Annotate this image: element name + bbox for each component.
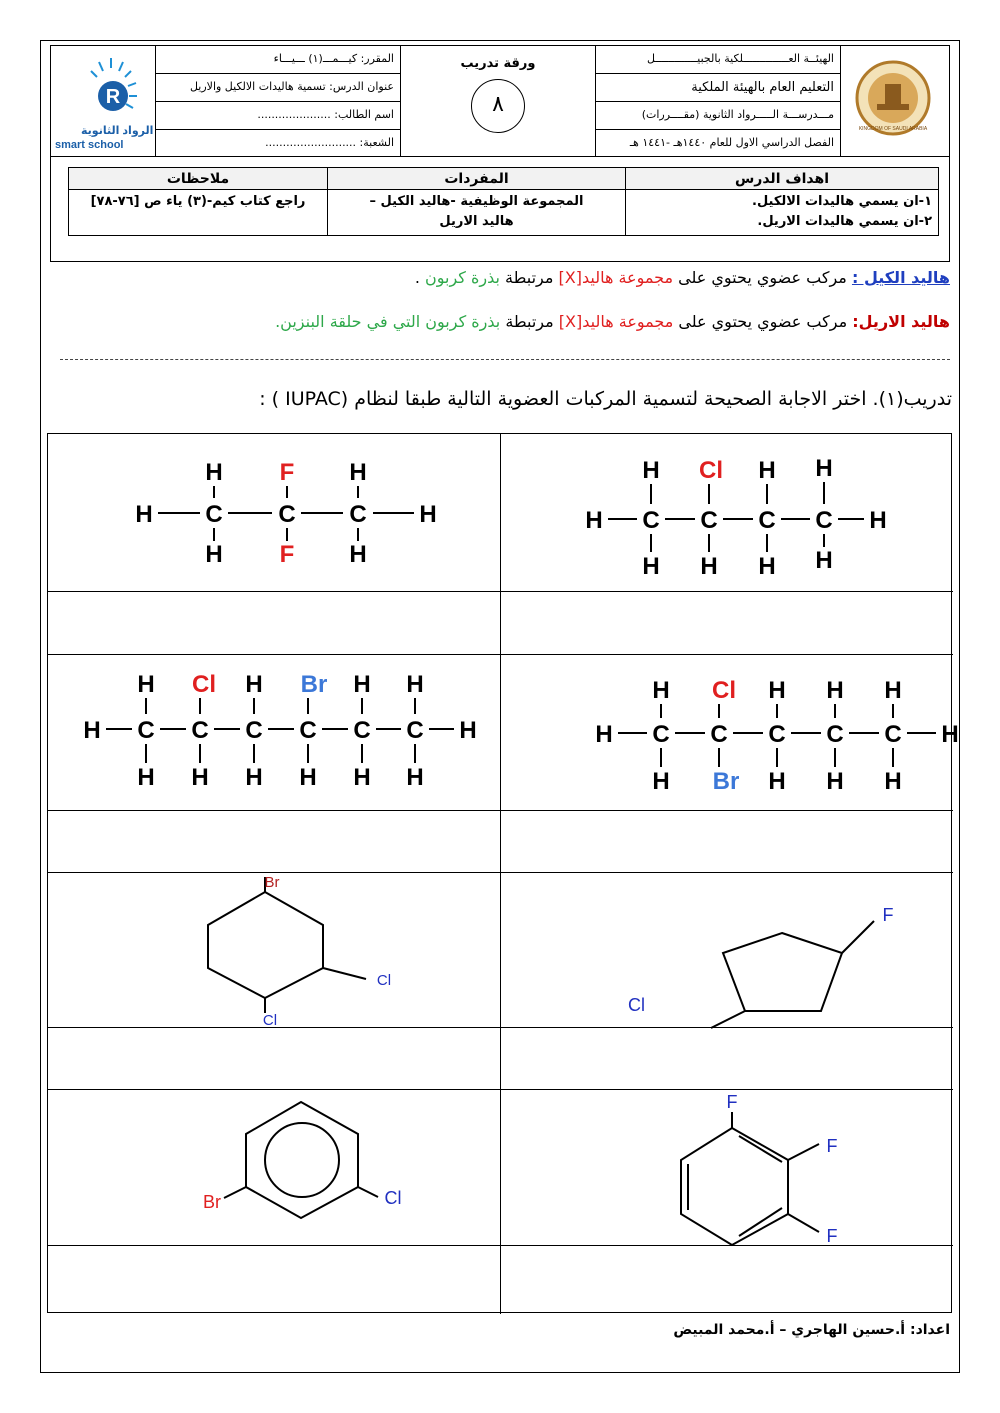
atom-label: H — [137, 764, 155, 791]
school-name: مـــدرســـة الـــــرواد الثانوية (مقــــررات) — [596, 102, 840, 130]
atom-label: C — [642, 507, 660, 534]
atom-label: H — [406, 764, 424, 791]
def-text: . — [414, 268, 425, 287]
structures-grid — [47, 433, 959, 1313]
atom-label: Cl — [628, 995, 645, 1015]
atom-label: H — [815, 547, 833, 574]
atom-label: H — [768, 677, 786, 704]
logo-letter: R — [105, 86, 121, 108]
atom-label: C — [768, 721, 786, 748]
atom-label: H — [884, 768, 902, 795]
atom-label: H — [419, 501, 437, 528]
atom-label: C — [826, 721, 844, 748]
atom-label: C — [406, 717, 424, 744]
atom-label: H — [815, 455, 833, 482]
atom-label: H — [245, 764, 263, 791]
atom-label: H — [652, 768, 670, 795]
atom-label: C — [652, 721, 670, 748]
atom-label: H — [299, 764, 317, 791]
atom-label: H — [652, 677, 670, 704]
worksheet-title: ورقة تدريب — [460, 56, 536, 71]
atom-label: F — [882, 905, 894, 925]
vocab-line: المجموعة الوظيفية -هاليد الكيل – — [369, 194, 584, 209]
aryl-halide-term: هاليد الاريل: — [852, 312, 950, 331]
atom-label: H — [137, 671, 155, 698]
atom-label: H — [941, 721, 959, 748]
credits-footer: اعداد: أ.حسين الهاجري – أ.محمد المبيض — [673, 1322, 950, 1338]
atom-label: C — [191, 717, 209, 744]
structure-bromochlorobenzene — [48, 1090, 500, 1245]
structure-bromochloropentane — [501, 655, 959, 810]
atom-label: C — [205, 501, 223, 528]
goals-header: اهداف الدرس — [626, 168, 939, 190]
atom-label: H — [768, 768, 786, 795]
objectives-table — [68, 167, 939, 236]
answer-cell[interactable] — [48, 1028, 500, 1089]
atom-label: H — [758, 553, 776, 580]
objectives-box — [50, 157, 950, 262]
atom-label: Cl — [384, 1188, 402, 1208]
commission-name: الهيئــة العــــــــــــــلكية بالجبيـــــــــــــل — [596, 46, 840, 74]
alkyl-halide-term: هاليد الكيل : — [851, 268, 950, 287]
def-text: مركب عضوي يحتوي على — [673, 312, 853, 331]
section-field[interactable]: الشعبة: .......................... — [265, 136, 394, 149]
atom-label: C — [884, 721, 902, 748]
def-text: مركب عضوي يحتوي على — [673, 268, 852, 287]
vocab-cell — [328, 190, 626, 236]
separator — [60, 359, 950, 360]
atom-label: C — [278, 501, 296, 528]
atom-label: Br — [264, 874, 280, 891]
structure-chlorobutane — [501, 434, 953, 591]
atom-label: H — [135, 501, 153, 528]
answer-cell[interactable] — [48, 1246, 500, 1314]
atom-label: H — [642, 553, 660, 580]
atom-label: Br — [203, 1192, 221, 1212]
goal-item: ١-ان يسمي هاليدات الالكيل. — [752, 194, 932, 209]
worksheet-number: ٨ — [471, 79, 525, 133]
logo-text-ar: الرواد الثانوية — [81, 125, 154, 137]
atom-label: H — [758, 457, 776, 484]
halide-group-text: مجموعة هاليد[X] — [558, 312, 674, 331]
atom-label: H — [459, 717, 477, 744]
answer-cell[interactable] — [501, 592, 953, 654]
atom-label: H — [83, 717, 101, 744]
course-info — [156, 46, 401, 156]
worksheet-header — [50, 45, 950, 157]
worksheet-title-block — [401, 46, 596, 156]
atom-label: Cl — [712, 677, 736, 704]
student-name-field[interactable]: اسم الطالب: ..................... — [156, 102, 400, 130]
notes-cell: راجع كتاب كيم-(٣) ياء ص [٧٦-٧٨] — [69, 190, 328, 236]
atom-label: H — [884, 677, 902, 704]
structure-bromochlorohexane — [48, 655, 500, 810]
atom-label: H — [826, 768, 844, 795]
course-label: المقرر: كيـــمـــ(١) ـــيـــاء — [156, 46, 400, 74]
atom-label: F — [726, 1092, 738, 1112]
structure-trifluorobenzene — [501, 1090, 953, 1245]
aryl-halide-definition — [275, 312, 950, 331]
atom-label: H — [191, 764, 209, 791]
atom-label: H — [349, 541, 367, 568]
lesson-title: عنوان الدرس: تسمية هاليدات الالكيل والاريل — [156, 74, 400, 102]
atom-label: H — [585, 507, 603, 534]
atom-label: H — [642, 457, 660, 484]
atom-label: H — [869, 507, 887, 534]
atom-label: H — [826, 677, 844, 704]
atom-label: C — [815, 507, 833, 534]
atom-label: Cl — [262, 1012, 278, 1029]
atom-label: H — [349, 459, 367, 486]
vocab-line: هاليد الاريل — [439, 214, 514, 229]
atom-label: Cl — [699, 457, 723, 484]
atom-label: H — [205, 541, 223, 568]
atom-label: C — [299, 717, 317, 744]
atom-label: C — [353, 717, 371, 744]
exercise-instruction: تدريب(١). اختر الاجابة الصحيحة لتسمية المركبات العضوية التالية طبقا لنظام (IUPAC ) : — [259, 388, 952, 410]
answer-cell[interactable] — [501, 811, 953, 872]
atom-label: H — [353, 671, 371, 698]
atom-label: F — [826, 1136, 838, 1156]
kingdom-seal — [841, 46, 949, 156]
atom-label: Cl — [192, 671, 216, 698]
atom-label: F — [279, 541, 295, 568]
def-text: مرتبطة — [499, 268, 559, 287]
atom-label: H — [205, 459, 223, 486]
goal-item: ٢-ان يسمي هاليدات الاريل. — [757, 214, 932, 229]
structure-chlorofluorocyclopentane — [501, 873, 953, 1027]
atom-label: H — [406, 671, 424, 698]
answer-cell[interactable] — [501, 1028, 953, 1089]
atom-label: C — [349, 501, 367, 528]
answer-cell[interactable] — [501, 1246, 953, 1314]
structure-bromodichlorocyclohexane — [48, 873, 500, 1027]
carbon-text: بذرة كربون — [424, 268, 500, 287]
school-info — [596, 46, 841, 156]
atom-label: C — [710, 721, 728, 748]
atom-label: H — [700, 553, 718, 580]
education-name: التعليم العام بالهيئة الملكية — [596, 74, 840, 102]
structure-difluoropropane — [48, 434, 500, 591]
atom-label: H — [353, 764, 371, 791]
school-logo — [51, 46, 156, 156]
atom-label: Cl — [376, 972, 392, 989]
answer-cell[interactable] — [48, 592, 500, 654]
structure-chlorofluorocyclopentane-label — [501, 1014, 621, 1028]
atom-label: C — [758, 507, 776, 534]
answer-cell[interactable] — [48, 811, 500, 872]
atom-label: C — [137, 717, 155, 744]
goals-cell — [626, 190, 939, 236]
seal-text: KINGDOM OF SAUDI ARABIA — [858, 126, 928, 132]
alkyl-halide-definition — [415, 268, 950, 287]
atom-label: F — [279, 459, 295, 486]
atom-label: C — [245, 717, 263, 744]
def-text: مرتبطة — [500, 312, 559, 331]
atom-label: C — [700, 507, 718, 534]
atom-label: Br — [712, 768, 740, 795]
atom-label: H — [245, 671, 263, 698]
logo-text-en: smart school — [55, 139, 124, 151]
cyclopentane-cl-label — [628, 993, 668, 1015]
notes-header: ملاحظات — [69, 168, 328, 190]
halide-group-text: مجموعة هاليد[X] — [558, 268, 674, 287]
carbon-text: بذرة كربون التي في حلقة البنزين. — [275, 312, 501, 331]
vocab-header: المفردات — [328, 168, 626, 190]
atom-label: F — [826, 1226, 838, 1246]
atom-label: H — [595, 721, 613, 748]
atom-label: Br — [300, 671, 328, 698]
term-label: الفصل الدراسي الاول للعام ١٤٤٠هـ -١٤٤١ هـ — [629, 136, 834, 149]
